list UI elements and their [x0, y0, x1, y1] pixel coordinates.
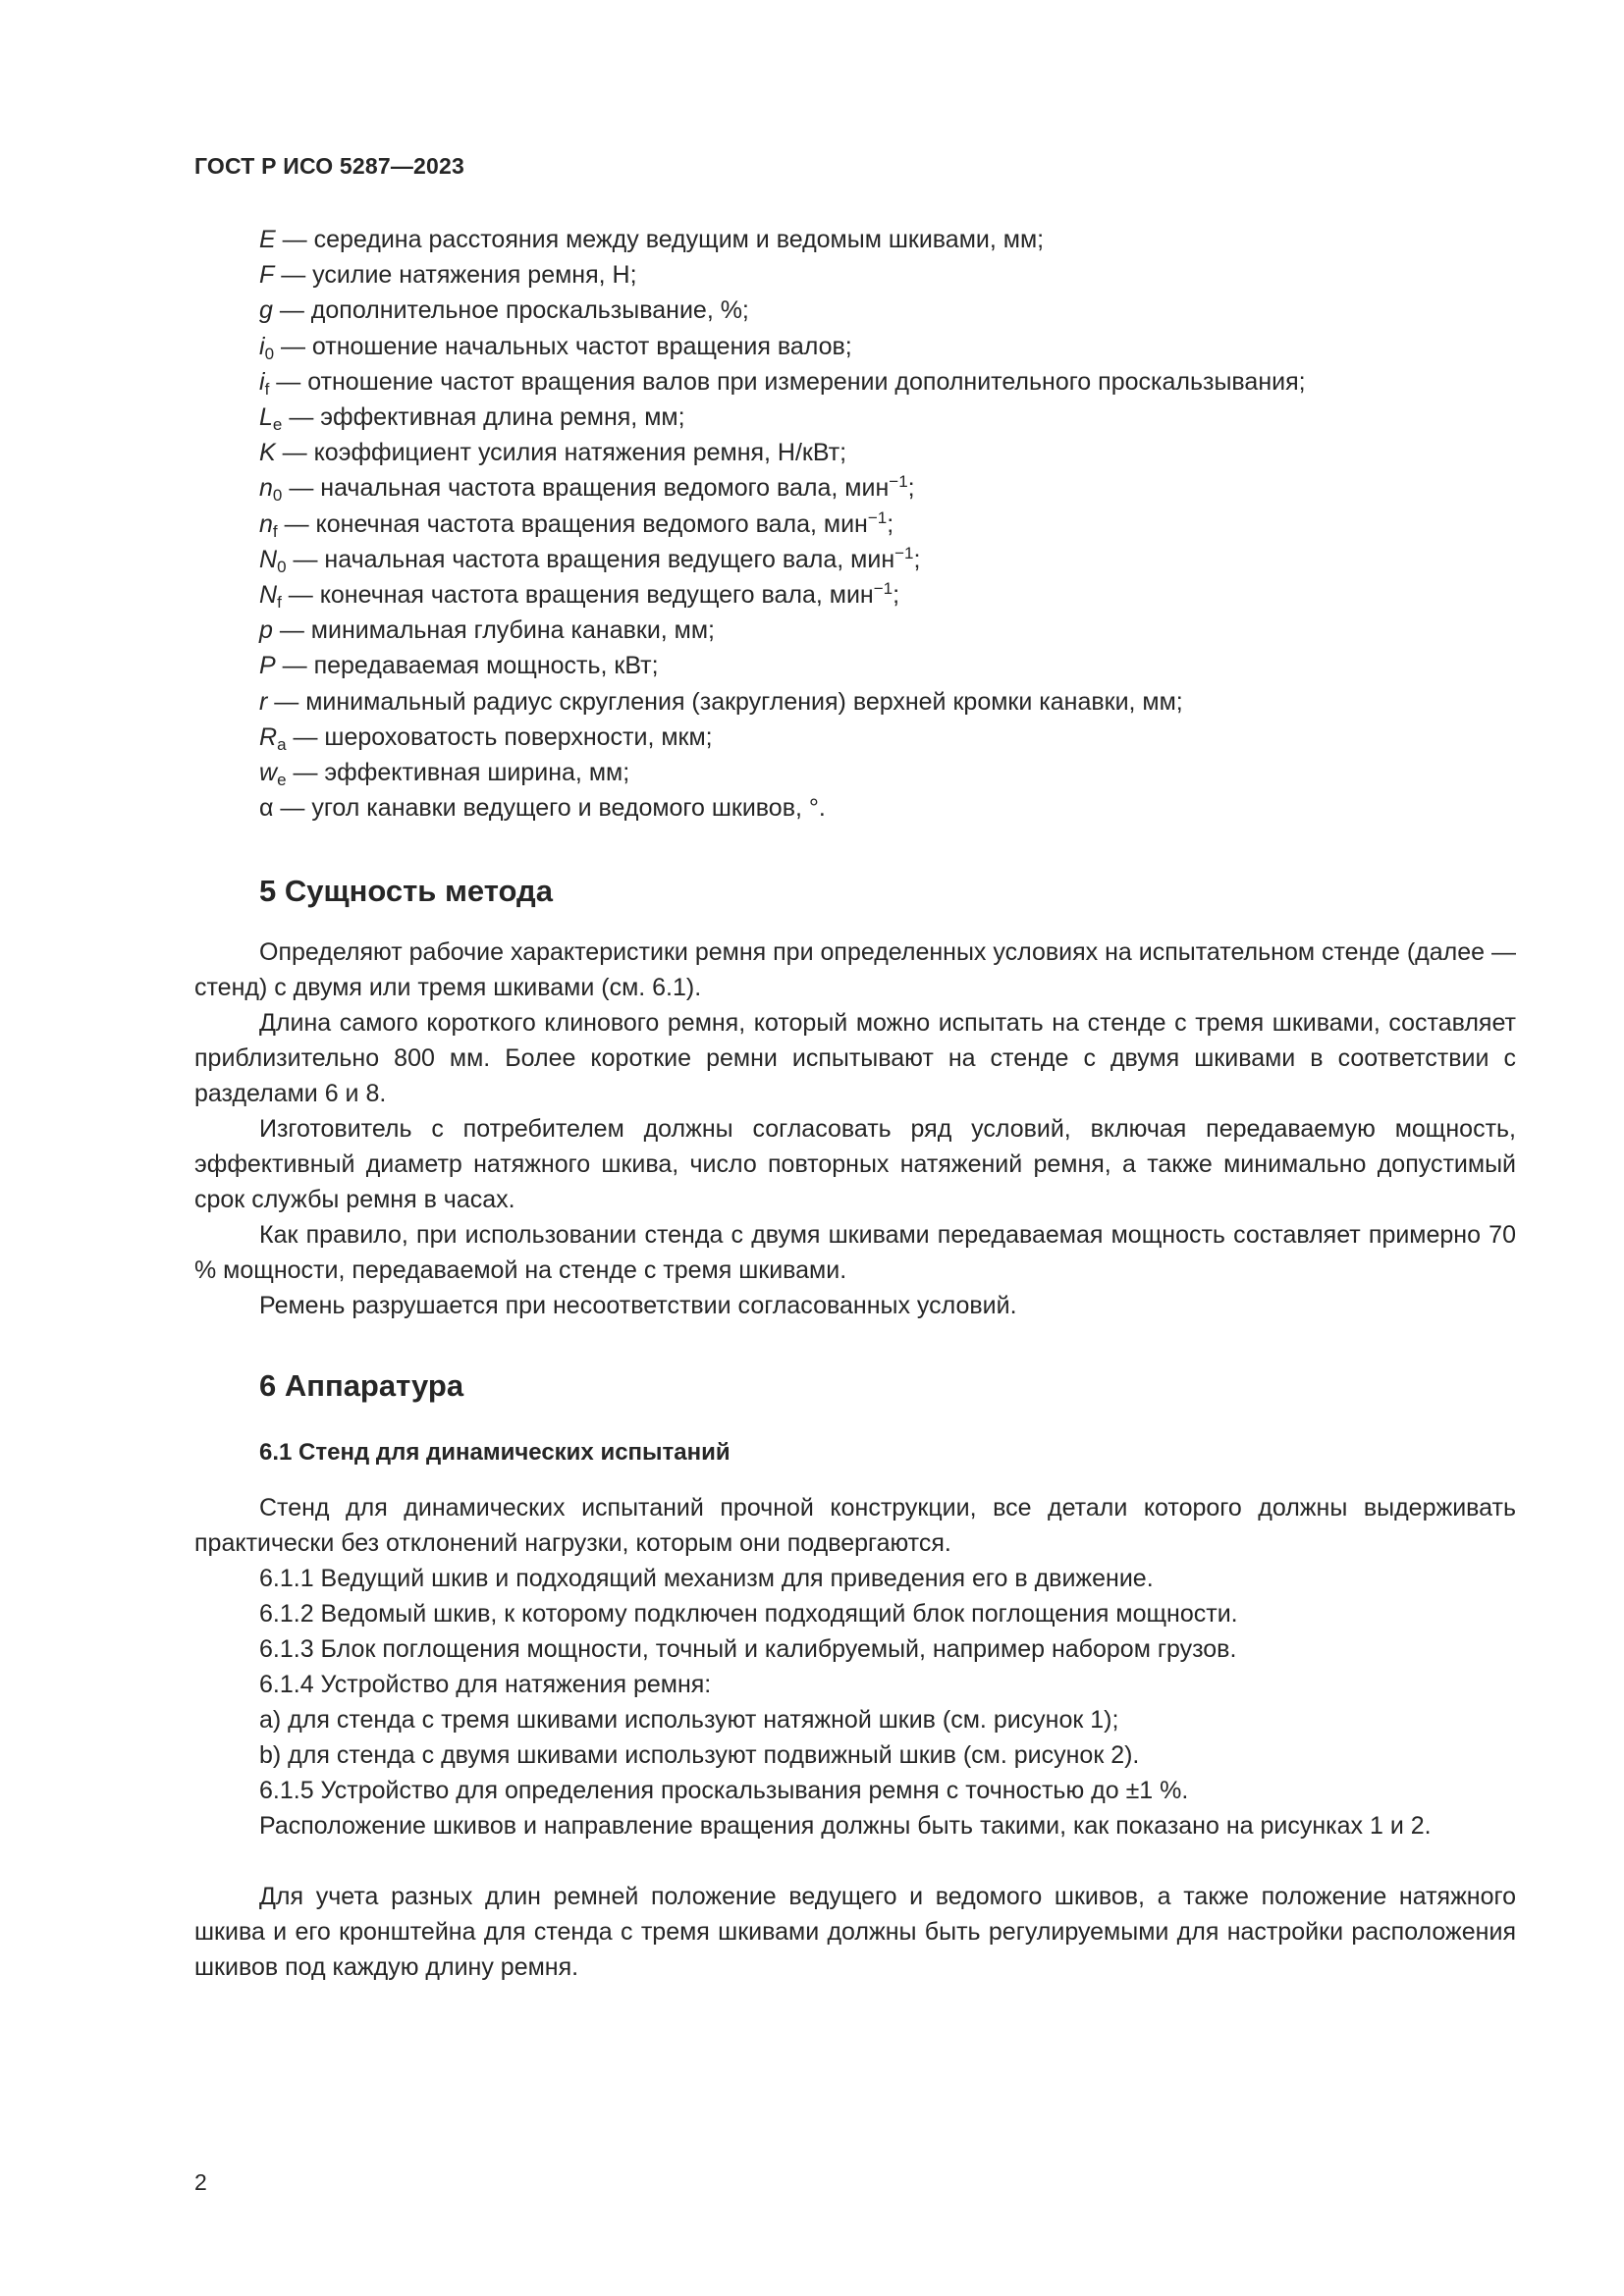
symbol-definition	[259, 648, 1536, 683]
symbol-definition	[259, 720, 1536, 755]
symbol-description: — коэффициент усилия натяжения ремня, Н/кВт;	[275, 439, 847, 467]
symbol-subscript: f	[264, 379, 270, 399]
page-number: 2	[194, 2169, 207, 2195]
symbol-definition	[259, 542, 1536, 577]
symbol-subscript: a	[277, 734, 287, 754]
symbol-variable: n	[259, 474, 273, 503]
clause-6-1-2: 6.1.2 Ведомый шкив, к которому подключен подходящий блок поглощения мощности.	[259, 1600, 1238, 1628]
section-5-paragraph-5: Ремень разрушается при несоответствии согласованных условий.	[259, 1292, 1017, 1319]
symbol-description: — усилие натяжения ремня, Н;	[274, 261, 637, 290]
symbol-tail: ;	[913, 545, 921, 573]
symbol-tail: ;	[893, 581, 900, 610]
symbol-tail: ;	[907, 474, 915, 503]
symbol-description: — эффективная длина ремня, мм;	[282, 403, 685, 432]
clause-6-1-1: 6.1.1 Ведущий шкив и подходящий механизм для приведения его в движение.	[259, 1565, 1154, 1592]
symbol-definition	[259, 577, 1536, 613]
symbol-description: — начальная частота вращения ведомого вала, мин	[282, 474, 890, 503]
symbol-variable: R	[259, 722, 278, 751]
symbol-variable: N	[259, 545, 278, 573]
symbol-variable: g	[259, 296, 273, 325]
symbol-variable: n	[259, 509, 273, 538]
symbol-definition	[259, 790, 1536, 826]
symbol-variable: α	[259, 794, 274, 823]
symbol-subscript: e	[277, 771, 287, 790]
symbol-definition	[259, 470, 1536, 506]
clause-6-1-4-b: b) для стенда с двумя шкивами используют подвижный шкив (см. рисунок 2).	[259, 1741, 1140, 1769]
symbol-description: — середина расстояния между ведущим и ведомым шкивами, мм;	[275, 226, 1045, 253]
symbol-definition	[259, 435, 1536, 470]
symbol-description: — минимальная глубина канавки, мм;	[272, 616, 715, 645]
section-6-paragraph-1: Стенд для динамических испытаний прочной конструкции, все детали которого должны выдерживать практически без отклонений нагрузки, которым они подвергаются.	[194, 1494, 1516, 1558]
symbol-description: — передаваемая мощность, кВт;	[275, 652, 659, 680]
symbol-description: — эффективная ширина, мм;	[286, 759, 630, 787]
symbol-definition	[259, 613, 1536, 648]
symbol-definition	[259, 507, 1536, 542]
symbol-superscript: −1	[867, 507, 888, 527]
symbol-description: — отношение частот вращения валов при измерении дополнительного проскальзывания;	[269, 367, 1306, 396]
section-5-paragraph-2: Длина самого короткого клинового ремня, который можно испытать на стенде с тремя шкивами, составляет приблизительно 800 мм. Более короткие ремни испытывают на стенде с двумя шкивами в соответствии с разделами 6 и 8.	[194, 1009, 1516, 1108]
section-6-paragraph-3: Для учета разных длин ремней положение ведущего и ведомого шкивов, а также положение натяжного шкива и его кронштейна для стенда с тремя шкивами должны быть регулируемыми для настройки расположения шкивов под каждую длину ремня.	[194, 1883, 1516, 1982]
document-header: ГОСТ Р ИСО 5287—2023	[194, 153, 465, 179]
symbol-definition	[259, 293, 1536, 328]
symbol-list	[259, 222, 1536, 826]
symbol-definition	[259, 222, 1536, 257]
symbol-superscript: −1	[894, 543, 914, 562]
clause-6-1-4-a: a) для стенда с тремя шкивами используют натяжной шкив (см. рисунок 1);	[259, 1706, 1119, 1734]
section-6-paragraph-2: Расположение шкивов и направление вращения должны быть такими, как показано на рисунках 1 и 2.	[259, 1812, 1432, 1840]
symbol-description: — конечная частота вращения ведомого вала, мин	[277, 509, 868, 538]
symbol-description: — шероховатость поверхности, мкм;	[286, 722, 713, 751]
symbol-variable: i	[259, 367, 265, 396]
symbol-description: — отношение начальных частот вращения валов;	[274, 332, 852, 360]
symbol-description: — минимальный радиус скругления (закругления) верхней кромки канавки, мм;	[267, 687, 1183, 716]
symbol-superscript: −1	[889, 472, 908, 492]
symbol-variable: E	[259, 226, 276, 253]
section-5-paragraph-4: Как правило, при использовании стенда с двумя шкивами передаваемая мощность составляет примерно 70 % мощности, передаваемой на стенде с тремя шкивами.	[194, 1221, 1516, 1285]
symbol-subscript: f	[272, 521, 278, 541]
symbol-variable: w	[259, 759, 278, 787]
symbol-description: — угол канавки ведущего и ведомого шкивов, °.	[273, 794, 826, 823]
symbol-subscript: 0	[264, 344, 275, 363]
clause-6-1-3: 6.1.3 Блок поглощения мощности, точный и калибруемый, например набором грузов.	[259, 1635, 1237, 1663]
symbol-variable: L	[259, 403, 273, 432]
symbol-subscript: f	[277, 593, 282, 613]
symbol-description: — конечная частота вращения ведущего вала, мин	[281, 581, 874, 610]
clause-6-1-4: 6.1.4 Устройство для натяжения ремня:	[259, 1671, 712, 1698]
clause-6-1-5: 6.1.5 Устройство для определения проскальзывания ремня с точностью до ±1 %.	[259, 1777, 1189, 1804]
symbol-variable: K	[259, 439, 276, 467]
symbol-definition	[259, 329, 1536, 364]
symbol-variable: F	[259, 261, 275, 290]
symbol-definition	[259, 755, 1536, 790]
symbol-description: — начальная частота вращения ведущего вала, мин	[286, 545, 895, 573]
section-5-heading: 5 Сущность метода	[259, 874, 553, 908]
section-5-paragraph-3: Изготовитель с потребителем должны согласовать ряд условий, включая передаваемую мощность, эффективный диаметр натяжного шкива, число повторных натяжений ремня, а также минимально допустимый срок службы ремня в часах.	[194, 1115, 1516, 1214]
symbol-variable: P	[259, 652, 276, 680]
symbol-description: — дополнительное проскальзывание, %;	[272, 296, 749, 325]
symbol-definition	[259, 364, 1536, 400]
symbol-variable: r	[259, 687, 268, 716]
symbol-subscript: 0	[277, 557, 287, 576]
section-6-heading: 6 Аппаратура	[259, 1368, 464, 1403]
symbol-variable: i	[259, 332, 265, 360]
symbol-subscript: e	[272, 415, 283, 435]
section-5-paragraph-1: Определяют рабочие характеристики ремня при определенных условиях на испытательном стенде (далее — стенд) с двумя или тремя шкивами (см. 6.1).	[194, 938, 1516, 1002]
symbol-definition	[259, 400, 1536, 435]
subsection-6-1-heading: 6.1 Стенд для динамических испытаний	[259, 1439, 731, 1466]
symbol-definition	[259, 257, 1536, 293]
symbol-subscript: 0	[272, 486, 283, 506]
symbol-definition	[259, 684, 1536, 720]
symbol-variable: N	[259, 581, 278, 610]
symbol-superscript: −1	[873, 579, 893, 599]
symbol-tail: ;	[887, 509, 894, 538]
symbol-variable: p	[259, 616, 273, 645]
